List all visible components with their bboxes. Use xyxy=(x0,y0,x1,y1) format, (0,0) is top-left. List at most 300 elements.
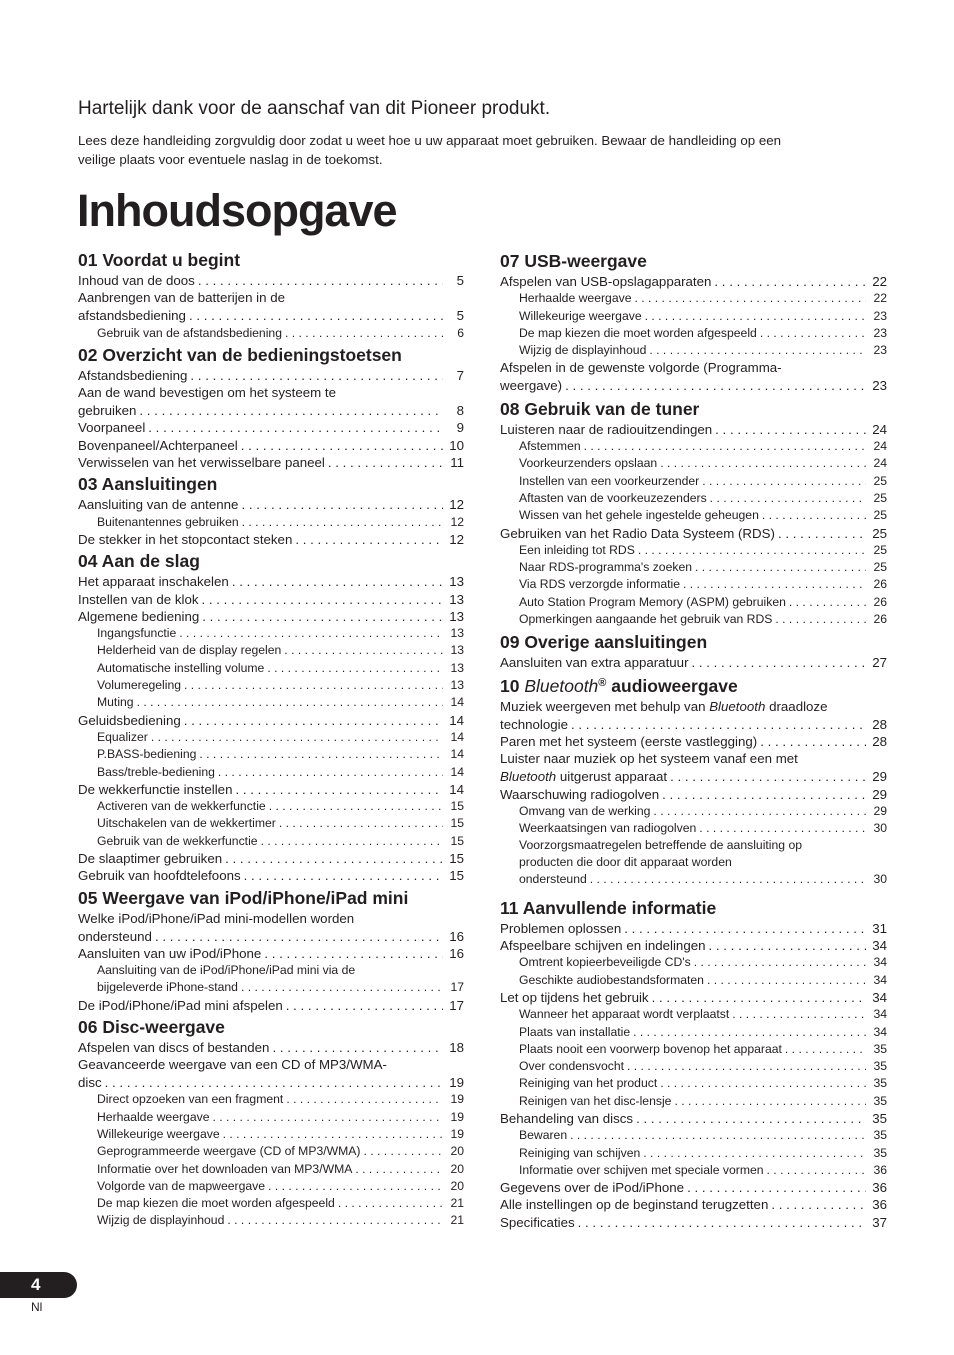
entry-title: Opmerkingen aangaande het gebruik van RDS xyxy=(519,612,773,627)
dot-leader xyxy=(653,803,866,820)
dot-leader xyxy=(218,764,443,781)
toc-entry-line[interactable]: Afspelen in de gewenste volgorde (Programma- xyxy=(500,360,782,376)
toc-subentry[interactable] xyxy=(78,694,464,711)
entry-title: Voorkeurzenders opslaan xyxy=(519,456,658,471)
dot-leader xyxy=(202,608,443,625)
toc-subentry[interactable] xyxy=(78,833,464,850)
entry-page-number: 35 xyxy=(872,1110,887,1126)
dot-leader xyxy=(674,1093,866,1110)
entry-title: Volumeregeling xyxy=(97,678,182,693)
entry-title: Willekeurige weergave xyxy=(97,1126,220,1141)
entry-title: Herhaalde weergave xyxy=(97,1109,210,1124)
toc-subentry[interactable] xyxy=(78,1195,464,1212)
toc-entry-line[interactable]: Aanbrengen van de batterijen in de xyxy=(78,290,285,306)
toc-entry-line[interactable] xyxy=(500,698,887,716)
entry-title: Aftasten van de voorkeuzezenders xyxy=(519,490,707,505)
section-heading[interactable]: 01 Voordat u begint xyxy=(78,250,241,270)
dot-leader xyxy=(707,972,866,989)
entry-title: De slaaptimer gebruiken xyxy=(78,851,223,867)
toc-subentry[interactable] xyxy=(78,325,464,342)
intro-text-line: Lees deze handleiding zorgvuldig door zodat u weet hoe u uw apparaat moet gebruiken. Bewaar de handleiding op een xyxy=(78,133,782,148)
toc-subentry[interactable] xyxy=(500,490,887,507)
entry-title: Verwisselen van het verwisselbare paneel xyxy=(78,455,325,471)
toc-subentry[interactable] xyxy=(78,798,464,815)
entry-title: bijgeleverde iPhone-stand xyxy=(97,980,238,995)
toc-section-09 xyxy=(500,631,887,671)
entry-page-number: 25 xyxy=(873,542,887,557)
dot-leader xyxy=(137,694,443,711)
dot-leader xyxy=(242,514,443,531)
toc-subentry[interactable] xyxy=(78,1126,464,1143)
entry-page-number: 34 xyxy=(872,938,887,954)
dot-leader xyxy=(760,733,866,750)
toc-subentry[interactable] xyxy=(500,803,887,820)
entry-page-number: 13 xyxy=(449,608,464,624)
entry-title: Aansluiten van extra apparatuur xyxy=(500,655,689,671)
dot-leader xyxy=(264,945,443,962)
toc-subentry[interactable] xyxy=(500,290,887,307)
toc-subentry[interactable] xyxy=(78,677,464,694)
toc-subentry[interactable] xyxy=(500,820,887,837)
entry-title: De map kiezen die moet worden afgespeeld xyxy=(97,1196,335,1211)
dot-leader xyxy=(590,871,866,888)
toc-entry[interactable] xyxy=(78,496,464,513)
dot-leader xyxy=(285,325,443,342)
entry-page-number: 35 xyxy=(873,1093,887,1108)
toc-entry[interactable] xyxy=(78,945,464,962)
dot-leader xyxy=(244,867,443,884)
dot-leader xyxy=(687,1179,866,1196)
entry-title: Geluidsbediening xyxy=(78,712,181,728)
intro-text xyxy=(78,131,898,169)
entry-title: Reiniging van schijven xyxy=(519,1145,641,1160)
entry-page-number: 26 xyxy=(873,612,887,627)
toc-entry[interactable] xyxy=(500,377,887,394)
entry-page-number: 20 xyxy=(450,1178,464,1193)
dot-leader xyxy=(241,496,443,513)
section-heading[interactable]: 03 Aansluitingen xyxy=(78,474,218,495)
dot-leader xyxy=(695,559,866,576)
dot-leader xyxy=(643,1145,866,1162)
entry-page-number: 29 xyxy=(872,786,887,802)
toc-section-04 xyxy=(78,550,464,884)
entry-title: Uitschakelen van de wekkertimer xyxy=(97,816,276,831)
toc-subentry[interactable] xyxy=(500,1024,887,1041)
toc-section-02 xyxy=(78,344,464,471)
dot-leader xyxy=(775,611,866,628)
toc-subentry[interactable] xyxy=(500,325,887,342)
toc-subentry[interactable] xyxy=(78,1143,464,1160)
dot-leader xyxy=(267,660,443,677)
section-heading[interactable]: 08 Gebruik van de tuner xyxy=(500,398,700,419)
toc-entry[interactable] xyxy=(500,716,887,733)
entry-title: Specificaties xyxy=(500,1214,575,1230)
toc-subentry[interactable] xyxy=(78,746,464,763)
entry-text-italic: Bluetooth xyxy=(500,769,557,785)
entry-title: Problemen oplossen xyxy=(500,920,622,936)
toc-subentry[interactable] xyxy=(500,438,887,455)
toc-subentry[interactable] xyxy=(500,1145,887,1162)
entry-title: Paren met het systeem (eerste vastlegging) xyxy=(500,733,758,749)
toc-entry[interactable] xyxy=(78,712,464,729)
entry-page-number: 9 xyxy=(456,420,464,436)
entry-page-number: 13 xyxy=(450,660,464,675)
dot-leader xyxy=(139,402,443,419)
toc-subentry[interactable] xyxy=(500,1041,887,1058)
entry-title: Plaats nooit een voorwerp bovenop het apparaat xyxy=(519,1041,782,1056)
dot-leader xyxy=(565,377,866,394)
toc-right-column xyxy=(500,250,887,1234)
section-number: 10 xyxy=(500,675,520,696)
registered-mark: ® xyxy=(598,676,607,689)
intro-title: Hartelijk dank voor de aanschaf van dit Pioneer produkt. xyxy=(78,98,551,119)
toc-subentry[interactable] xyxy=(500,308,887,325)
entry-title: Reiniging van het product xyxy=(519,1076,658,1091)
toc-section-07 xyxy=(500,250,887,395)
section-heading[interactable]: 06 Disc-weergave xyxy=(78,1016,225,1037)
entry-title: Let op tijdens het gebruik xyxy=(500,989,649,1005)
entry-page-number: 11 xyxy=(450,455,464,471)
entry-page-number: 16 xyxy=(449,928,464,944)
section-heading[interactable]: 02 Overzicht van de bedieningstoetsen xyxy=(78,344,402,365)
entry-page-number: 6 xyxy=(457,325,464,340)
toc-subentry-line[interactable]: Voorzorgsmaatregelen betreffende de aansluiting op xyxy=(519,838,802,853)
toc-subentry[interactable] xyxy=(500,1162,887,1179)
entry-title: Geprogrammeerde weergave (CD of MP3/WMA) xyxy=(97,1144,361,1159)
toc-entry[interactable] xyxy=(78,272,464,289)
toc-entry[interactable] xyxy=(500,1179,887,1196)
entry-title: gebruiken xyxy=(78,403,137,419)
section-heading-rest: audioweergave xyxy=(611,675,738,696)
toc-subentry[interactable] xyxy=(500,871,887,888)
toc-entry[interactable] xyxy=(78,402,464,419)
entry-page-number: 19 xyxy=(449,1075,464,1091)
toc-entry[interactable] xyxy=(500,1214,887,1231)
entry-title: De iPod/iPhone/iPad mini afspelen xyxy=(78,997,283,1013)
dot-leader xyxy=(227,1212,443,1229)
entry-title: Bovenpaneel/Achterpaneel xyxy=(78,437,238,453)
section-heading[interactable]: 05 Weergave van iPod/iPhone/iPad mini xyxy=(78,887,409,908)
toc-entry[interactable] xyxy=(500,989,887,1006)
entry-page-number: 37 xyxy=(872,1214,887,1230)
toc-subentry[interactable] xyxy=(78,764,464,781)
toc-subentry[interactable] xyxy=(500,559,887,576)
toc-entry[interactable] xyxy=(78,437,464,454)
entry-title: Gegevens over de iPod/iPhone xyxy=(500,1180,685,1196)
entry-title: Gebruik van de afstandsbediening xyxy=(97,325,282,340)
toc-entry[interactable] xyxy=(78,573,464,590)
toc-entry[interactable] xyxy=(78,867,464,884)
entry-page-number: 22 xyxy=(873,291,887,306)
toc-entry-line[interactable]: Aan de wand bevestigen om het systeem te xyxy=(78,385,336,401)
dot-leader xyxy=(235,781,443,798)
toc-entry[interactable] xyxy=(78,997,464,1014)
entry-title: Inhoud van de doos xyxy=(78,273,195,288)
page-title: Inhoudsopgave xyxy=(77,185,397,236)
toc-subentry[interactable] xyxy=(500,542,887,559)
entry-title: Via RDS verzorgde informatie xyxy=(519,577,680,592)
entry-page-number: 36 xyxy=(873,1162,887,1177)
toc-entry[interactable] xyxy=(500,421,887,438)
entry-page-number: 14 xyxy=(450,729,464,744)
toc-section-10 xyxy=(500,675,887,889)
entry-page-number: 25 xyxy=(872,525,887,541)
entry-title: afstandsbediening xyxy=(78,308,186,324)
toc-section-08 xyxy=(500,398,887,629)
toc-entry[interactable] xyxy=(500,920,887,937)
dot-leader xyxy=(295,531,443,548)
entry-title: De wekkerfunctie instellen xyxy=(78,781,233,797)
entry-page-number: 35 xyxy=(873,1076,887,1091)
dot-leader xyxy=(286,1091,443,1108)
toc-left-column xyxy=(78,249,464,1232)
entry-page-number: 17 xyxy=(449,997,464,1013)
toc-entry[interactable] xyxy=(500,768,887,785)
toc-subentry[interactable] xyxy=(78,625,464,642)
entry-text: draadloze xyxy=(769,698,828,714)
toc-entry[interactable] xyxy=(78,928,464,945)
toc-subentry[interactable] xyxy=(500,1006,887,1023)
dot-leader xyxy=(570,1127,866,1144)
entry-title: Afstandsbediening xyxy=(78,367,188,383)
toc-section-03 xyxy=(78,473,464,548)
entry-page-number: 35 xyxy=(873,1145,887,1160)
toc-entry[interactable] xyxy=(500,525,887,542)
toc-subentry[interactable] xyxy=(78,815,464,832)
entry-page-number: 28 xyxy=(872,733,887,749)
dot-leader xyxy=(272,1039,443,1056)
entry-title: Omtrent kopieerbeveiligde CD's xyxy=(519,955,691,970)
section-heading[interactable]: 07 USB-weergave xyxy=(500,251,647,271)
toc-entry[interactable] xyxy=(78,850,464,867)
entry-page-number: 20 xyxy=(450,1144,464,1159)
entry-title: Naar RDS-programma's zoeken xyxy=(519,560,693,575)
entry-page-number: 25 xyxy=(873,508,887,523)
entry-title: ondersteund xyxy=(519,872,587,887)
toc-entry[interactable] xyxy=(78,608,464,625)
entry-page-number: 14 xyxy=(450,695,464,710)
dot-leader xyxy=(760,325,866,342)
dot-leader xyxy=(199,746,443,763)
section-heading[interactable] xyxy=(500,675,887,698)
toc-section-01 xyxy=(78,249,464,342)
dot-leader xyxy=(715,421,866,438)
toc-subentry[interactable] xyxy=(500,1075,887,1092)
entry-page-number: 23 xyxy=(872,378,887,394)
entry-page-number: 24 xyxy=(872,421,887,437)
entry-page-number: 34 xyxy=(873,955,887,970)
entry-title: Alle instellingen op de beginstand terugzetten xyxy=(500,1197,769,1213)
entry-title: Plaats van installatie xyxy=(519,1024,631,1039)
entry-title: Luisteren naar de radiouitzendingen xyxy=(500,421,713,437)
entry-page-number: 35 xyxy=(873,1128,887,1143)
toc-subentry[interactable] xyxy=(78,1091,464,1108)
toc-entry[interactable] xyxy=(78,591,464,608)
entry-page-number: 34 xyxy=(873,1024,887,1039)
toc-section-05 xyxy=(78,887,464,1014)
toc-entry[interactable] xyxy=(78,1074,464,1091)
toc-entry[interactable] xyxy=(500,786,887,803)
dot-leader xyxy=(184,677,443,694)
entry-title: Activeren van de wekkerfunctie xyxy=(97,799,266,814)
entry-title: Afspelen van USB-opslagapparaten xyxy=(500,274,712,289)
toc-subentry[interactable] xyxy=(500,1127,887,1144)
dot-leader xyxy=(232,573,443,590)
toc-subentry[interactable] xyxy=(500,473,887,490)
dot-leader xyxy=(662,786,866,803)
dot-leader xyxy=(179,625,443,642)
toc-subentry-line[interactable]: producten die door dit apparaat worden xyxy=(519,855,732,870)
entry-page-number: 26 xyxy=(873,594,887,609)
dot-leader xyxy=(683,576,866,593)
entry-title: uitgerust apparaat xyxy=(559,769,668,785)
dot-leader xyxy=(638,542,866,559)
entry-title: Volgorde van de mapweergave xyxy=(97,1178,266,1193)
entry-page-number: 30 xyxy=(873,821,887,836)
toc-subentry[interactable] xyxy=(500,342,887,359)
entry-page-number: 27 xyxy=(872,655,887,671)
dot-leader xyxy=(355,1161,443,1178)
toc-entry-line[interactable]: Welke iPod/iPhone/iPad mini-modellen worden xyxy=(78,910,355,926)
toc-entry[interactable] xyxy=(78,367,464,384)
entry-title: Wissen van het gehele ingestelde geheugen xyxy=(519,508,759,523)
page-number: 4 xyxy=(31,1275,41,1294)
dot-leader xyxy=(771,1196,866,1213)
toc-subentry-line[interactable]: Aansluiting van de iPod/iPhone/iPad mini via de xyxy=(97,963,356,978)
toc-entry-line[interactable]: Geavanceerde weergave van een CD of MP3/WMA- xyxy=(78,1057,387,1073)
entry-page-number: 15 xyxy=(449,851,464,867)
toc-entry-line[interactable]: Luister naar muziek op het systeem vanaf een met xyxy=(500,751,798,767)
dot-leader xyxy=(212,1109,443,1126)
entry-title: Het apparaat inschakelen xyxy=(78,574,229,590)
toc-entry[interactable] xyxy=(500,1196,887,1213)
toc-subentry[interactable] xyxy=(500,455,887,472)
entry-title: Afstemmen xyxy=(519,439,581,454)
entry-title: ondersteund xyxy=(78,928,152,944)
dot-leader xyxy=(198,272,443,289)
entry-title: Ingangsfunctie xyxy=(97,626,177,641)
entry-page-number: 21 xyxy=(450,1213,464,1228)
toc-subentry[interactable] xyxy=(78,1109,464,1126)
toc-subentry[interactable] xyxy=(500,507,887,524)
entry-page-number: 19 xyxy=(450,1109,464,1124)
toc-entry[interactable] xyxy=(500,654,887,671)
dot-leader xyxy=(634,290,866,307)
entry-title: Helderheid van de display regelen xyxy=(97,643,282,658)
dot-leader xyxy=(225,850,443,867)
dot-leader xyxy=(732,1006,866,1023)
toc-subentry[interactable] xyxy=(500,972,887,989)
toc-subentry[interactable] xyxy=(500,576,887,593)
dot-leader xyxy=(190,367,443,384)
entry-title: Behandeling van discs xyxy=(500,1110,634,1126)
toc-entry[interactable] xyxy=(78,781,464,798)
entry-page-number: 15 xyxy=(450,799,464,814)
entry-page-number: 8 xyxy=(456,403,464,419)
entry-title: Afspelen van discs of bestanden xyxy=(78,1039,270,1055)
dot-leader xyxy=(660,455,866,472)
toc-entry[interactable] xyxy=(500,273,887,290)
dot-leader xyxy=(105,1074,443,1091)
toc-entry[interactable] xyxy=(500,733,887,750)
entry-text-italic: Bluetooth xyxy=(709,698,766,714)
entry-page-number: 19 xyxy=(450,1092,464,1107)
toc-subentry[interactable] xyxy=(500,1058,887,1075)
toc-subentry[interactable] xyxy=(78,642,464,659)
dot-leader xyxy=(155,928,443,945)
toc-subentry[interactable] xyxy=(78,1212,464,1229)
dot-leader xyxy=(699,820,866,837)
entry-page-number: 7 xyxy=(456,367,464,383)
toc-subentry[interactable] xyxy=(78,660,464,677)
toc-entry[interactable] xyxy=(500,937,887,954)
dot-leader xyxy=(624,920,866,937)
dot-leader xyxy=(151,729,443,746)
toc-subentry[interactable] xyxy=(78,514,464,531)
toc-subentry[interactable] xyxy=(500,594,887,611)
language-code: Nl xyxy=(31,1300,43,1314)
toc-entry[interactable] xyxy=(78,419,464,436)
section-heading[interactable]: 11 Aanvullende informatie xyxy=(500,897,717,918)
entry-title: Herhaalde weergave xyxy=(519,291,632,306)
dot-leader xyxy=(286,997,443,1014)
toc-entry[interactable] xyxy=(78,1039,464,1056)
dot-leader xyxy=(660,1075,866,1092)
dot-leader xyxy=(692,654,867,671)
dot-leader xyxy=(189,307,443,324)
toc-subentry[interactable] xyxy=(78,1178,464,1195)
entry-title: Over condensvocht xyxy=(519,1059,625,1074)
toc-entry[interactable] xyxy=(78,307,464,324)
toc-entry[interactable] xyxy=(500,1110,887,1127)
section-heading[interactable]: 04 Aan de slag xyxy=(78,551,200,572)
entry-title: Automatische instelling volume xyxy=(97,660,265,675)
dot-leader xyxy=(649,342,866,359)
toc-subentry[interactable] xyxy=(500,1093,887,1110)
entry-title: Omvang van de werking xyxy=(519,803,651,818)
entry-title: disc xyxy=(78,1075,102,1091)
dot-leader xyxy=(338,1195,443,1212)
entry-title: Wanneer het apparaat wordt verplaatst xyxy=(519,1007,730,1022)
entry-title: Gebruik van de wekkerfunctie xyxy=(97,833,258,848)
dot-leader xyxy=(279,815,443,832)
entry-title: Direct opzoeken van een fragment xyxy=(97,1092,284,1107)
toc-subentry[interactable] xyxy=(500,954,887,971)
dot-leader xyxy=(268,1178,443,1195)
entry-page-number: 34 xyxy=(873,972,887,987)
toc-subentry[interactable] xyxy=(78,979,464,996)
section-heading[interactable]: 09 Overige aansluitingen xyxy=(500,632,708,653)
entry-page-number: 25 xyxy=(873,473,887,488)
entry-title: Muting xyxy=(97,695,134,710)
toc-subentry[interactable] xyxy=(78,1161,464,1178)
entry-title: Een inleiding tot RDS xyxy=(519,542,635,557)
toc-entry[interactable] xyxy=(78,454,464,471)
dot-leader xyxy=(284,642,443,659)
toc-entry[interactable] xyxy=(78,531,464,548)
entry-title: Informatie over het downloaden van MP3/WMA xyxy=(97,1161,353,1176)
dot-leader xyxy=(578,1214,866,1231)
entry-title: Willekeurige weergave xyxy=(519,308,642,323)
dot-leader xyxy=(627,1058,866,1075)
toc-subentry[interactable] xyxy=(500,611,887,628)
entry-page-number: 34 xyxy=(873,1007,887,1022)
entry-title: Wijzig de displayinhoud xyxy=(519,343,647,358)
entry-page-number: 13 xyxy=(450,643,464,658)
entry-page-number: 14 xyxy=(450,764,464,779)
entry-title: technologie xyxy=(500,716,569,732)
toc-subentry[interactable] xyxy=(78,729,464,746)
